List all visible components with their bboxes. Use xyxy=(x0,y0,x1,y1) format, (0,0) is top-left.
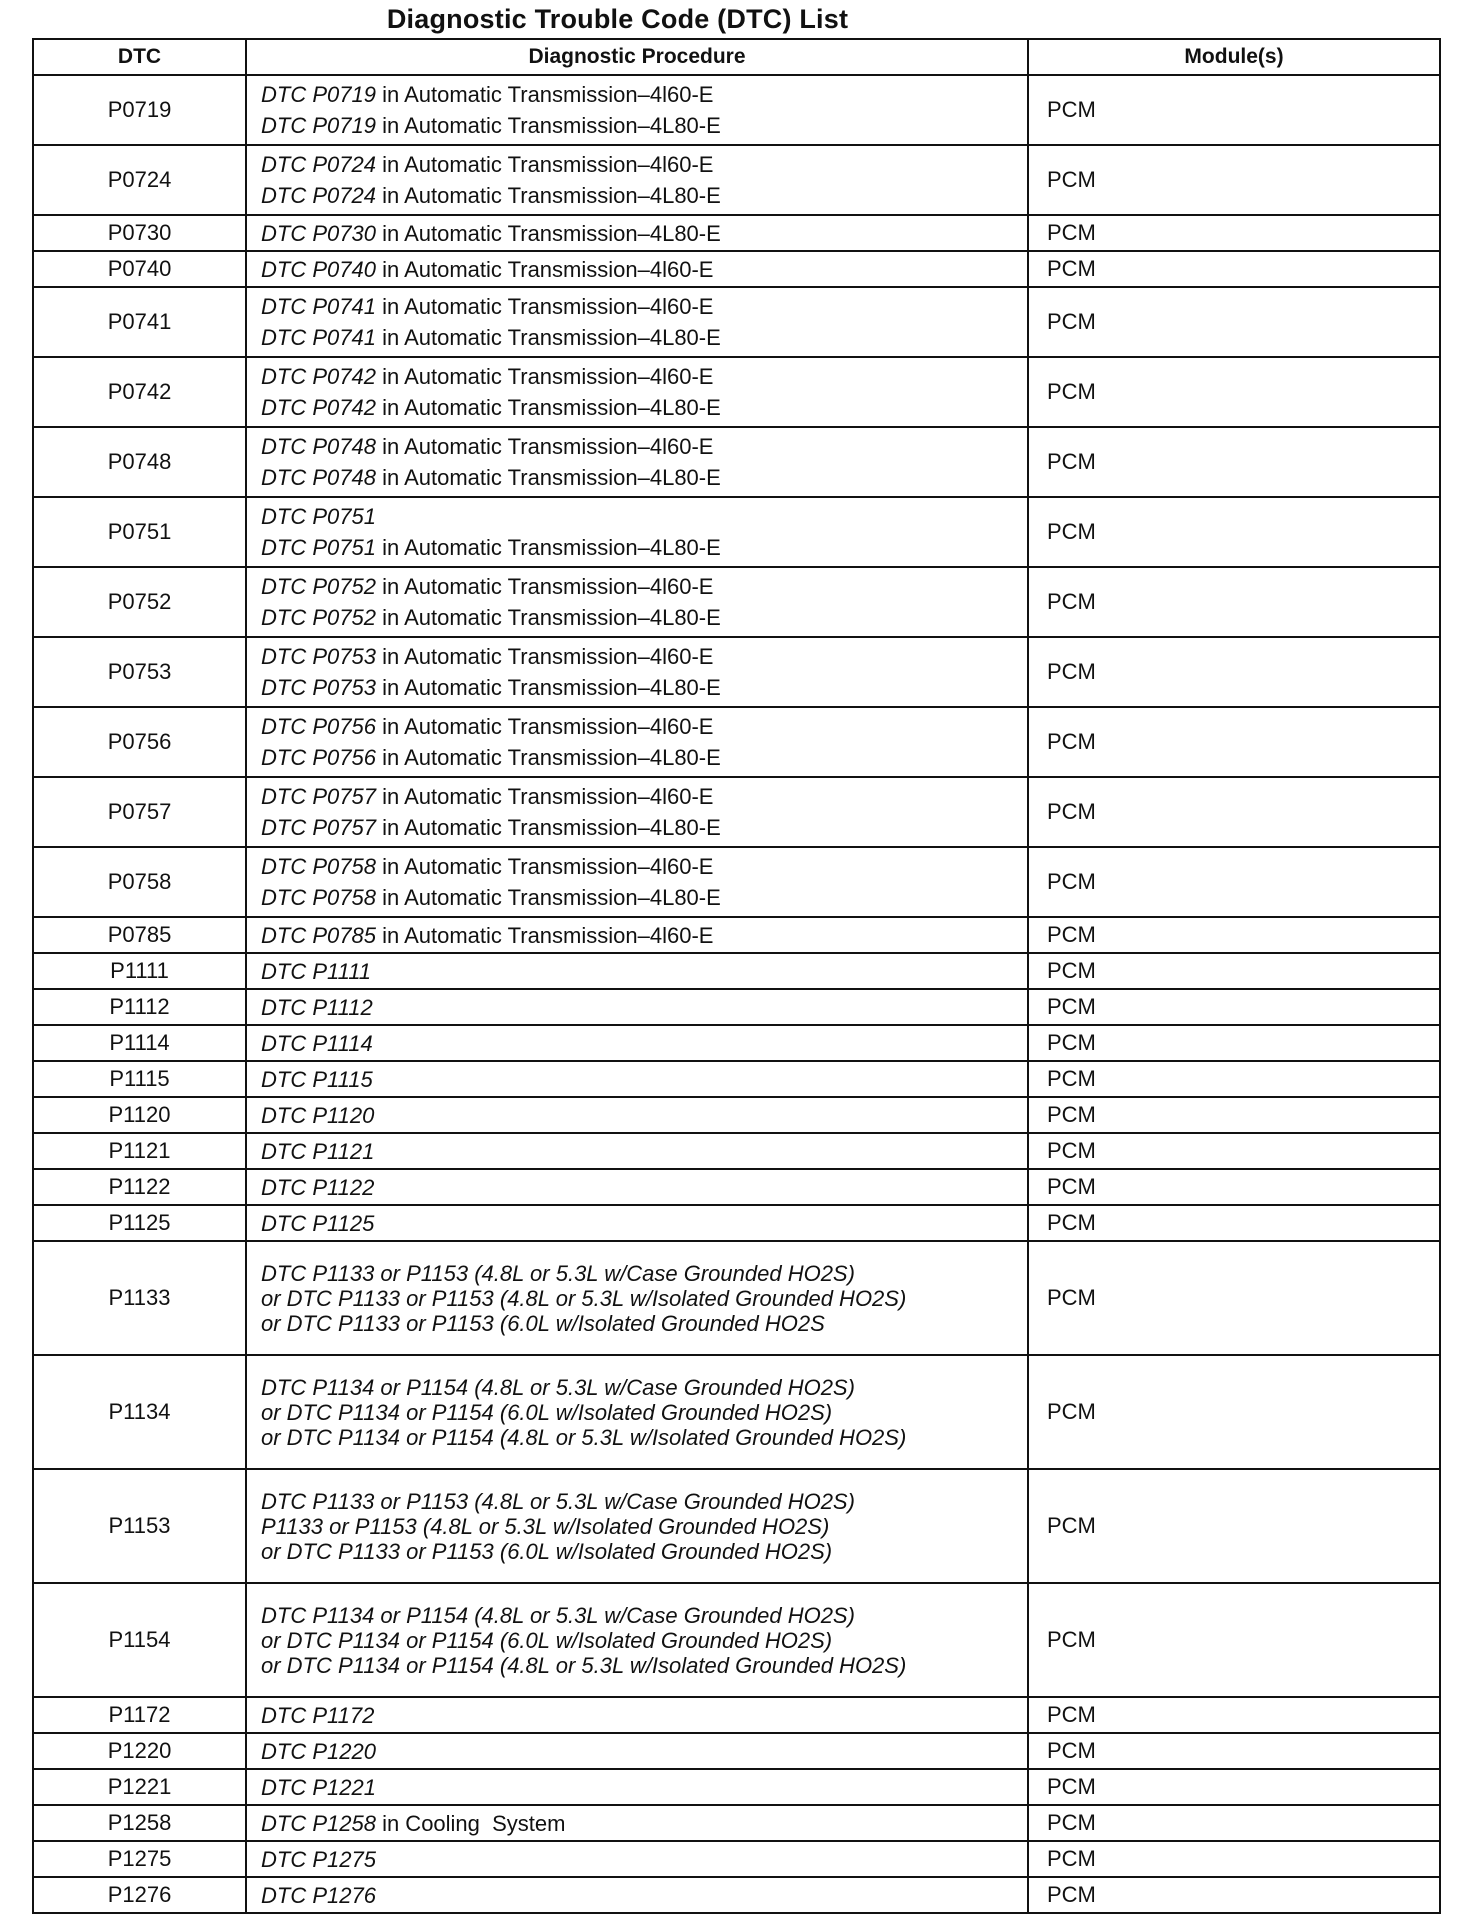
procedure-line xyxy=(261,1489,1027,1514)
module-name: PCM xyxy=(1028,145,1440,215)
procedure-reference-link[interactable]: DTC P0753 xyxy=(261,644,376,669)
procedure-line xyxy=(261,851,1027,882)
diagnostic-procedure xyxy=(246,953,1028,989)
module-name: PCM xyxy=(1028,1769,1440,1805)
procedure-reference-link[interactable]: DTC P0757 xyxy=(261,815,376,840)
procedure-line xyxy=(261,1844,1027,1875)
diagnostic-procedure xyxy=(246,777,1028,847)
diagnostic-procedure xyxy=(246,1025,1028,1061)
diagnostic-procedure xyxy=(246,497,1028,567)
procedure-context: in Automatic Transmission–4l60-E xyxy=(375,714,714,739)
dtc-code: P0752 xyxy=(33,567,246,637)
procedure-line xyxy=(261,1375,1027,1400)
header-dtc: DTC xyxy=(33,39,246,75)
table-row xyxy=(33,989,1440,1025)
table-row xyxy=(33,1133,1440,1169)
module-name: PCM xyxy=(1028,1061,1440,1097)
procedure-line xyxy=(261,1514,1027,1539)
diagnostic-procedure xyxy=(246,357,1028,427)
procedure-context: in Automatic Transmission–4L80-E xyxy=(375,465,721,490)
procedure-reference-link[interactable]: DTC P1112 xyxy=(261,994,373,1020)
procedure-line xyxy=(261,462,1027,493)
procedure-reference-link[interactable]: DTC P0724 xyxy=(261,183,376,208)
procedure-reference-link[interactable]: DTC P1133 or P1153 (4.8L or 5.3L w/Case Grounded HO2S) xyxy=(261,1260,855,1286)
procedure-line xyxy=(261,1261,1027,1286)
procedure-line xyxy=(261,920,1027,951)
procedure-context: in Automatic Transmission–4L80-E xyxy=(375,183,721,208)
procedure-reference-link[interactable]: DTC P0758 xyxy=(261,885,376,910)
dtc-code: P1221 xyxy=(33,1769,246,1805)
procedure-line xyxy=(261,571,1027,602)
dtc-code: P1121 xyxy=(33,1133,246,1169)
procedure-reference-link[interactable]: DTC P0757 xyxy=(261,784,376,809)
diagnostic-procedure xyxy=(246,637,1028,707)
table-row xyxy=(33,847,1440,917)
procedure-context: in Automatic Transmission–4l60-E xyxy=(375,294,714,319)
procedure-reference-link[interactable]: DTC P0740 xyxy=(261,256,376,282)
dtc-code: P1172 xyxy=(33,1697,246,1733)
diagnostic-procedure xyxy=(246,707,1028,777)
procedure-line xyxy=(261,254,1027,285)
procedure-line xyxy=(261,361,1027,392)
module-name: PCM xyxy=(1028,1169,1440,1205)
diagnostic-procedure xyxy=(246,1769,1028,1805)
module-name: PCM xyxy=(1028,1877,1440,1913)
procedure-reference-link[interactable]: or DTC P1133 or P1153 (4.8L or 5.3L w/Isolated Grounded HO2S) xyxy=(261,1285,907,1311)
procedure-context: in Automatic Transmission–4l60-E xyxy=(375,574,714,599)
procedure-line xyxy=(261,149,1027,180)
dtc-code: P0724 xyxy=(33,145,246,215)
dtc-code: P1220 xyxy=(33,1733,246,1769)
table-row xyxy=(33,1355,1440,1469)
dtc-code: P0742 xyxy=(33,357,246,427)
module-name: PCM xyxy=(1028,707,1440,777)
module-name: PCM xyxy=(1028,777,1440,847)
dtc-code: P1120 xyxy=(33,1097,246,1133)
procedure-line xyxy=(261,1286,1027,1311)
procedure-reference-link[interactable]: DTC P1120 xyxy=(261,1102,375,1128)
diagnostic-procedure xyxy=(246,917,1028,953)
procedure-line xyxy=(261,1100,1027,1131)
dtc-code: P0757 xyxy=(33,777,246,847)
table-row xyxy=(33,145,1440,215)
procedure-context: in Automatic Transmission–4l60-E xyxy=(375,922,714,948)
dtc-code: P0756 xyxy=(33,707,246,777)
dtc-table xyxy=(32,38,1441,1914)
procedure-line xyxy=(261,812,1027,843)
procedure-context: in Automatic Transmission–4l60-E xyxy=(375,256,714,282)
module-name: PCM xyxy=(1028,989,1440,1025)
table-row xyxy=(33,637,1440,707)
table-row xyxy=(33,427,1440,497)
module-name: PCM xyxy=(1028,1241,1440,1355)
dtc-code: P0785 xyxy=(33,917,246,953)
procedure-reference-link[interactable]: DTC P0724 xyxy=(261,152,376,177)
diagnostic-procedure xyxy=(246,427,1028,497)
procedure-line xyxy=(261,110,1027,141)
procedure-context: in Automatic Transmission–4l60-E xyxy=(375,644,714,669)
procedure-reference-link[interactable]: DTC P0752 xyxy=(261,574,376,599)
dtc-code: P1111 xyxy=(33,953,246,989)
table-row xyxy=(33,1169,1440,1205)
procedure-context: in Automatic Transmission–4l60-E xyxy=(375,364,714,389)
module-name: PCM xyxy=(1028,847,1440,917)
procedure-line xyxy=(261,672,1027,703)
module-name: PCM xyxy=(1028,1733,1440,1769)
procedure-reference-link[interactable]: DTC P0751 xyxy=(261,535,376,560)
table-row xyxy=(33,917,1440,953)
procedure-context: in Automatic Transmission–4L80-E xyxy=(375,605,721,630)
procedure-reference-link[interactable]: DTC P0748 xyxy=(261,465,376,490)
diagnostic-procedure xyxy=(246,251,1028,287)
procedure-line xyxy=(261,431,1027,462)
table-row xyxy=(33,251,1440,287)
diagnostic-procedure xyxy=(246,1133,1028,1169)
header-procedure: Diagnostic Procedure xyxy=(246,39,1028,75)
procedure-line xyxy=(261,218,1027,249)
dtc-code: P0753 xyxy=(33,637,246,707)
procedure-line xyxy=(261,1539,1027,1564)
dtc-code: P1134 xyxy=(33,1355,246,1469)
procedure-line xyxy=(261,1603,1027,1628)
module-name: PCM xyxy=(1028,1205,1440,1241)
procedure-context: in Automatic Transmission–4L80-E xyxy=(375,535,721,560)
procedure-reference-link[interactable]: or DTC P1134 or P1154 (6.0L w/Isolated Grounded HO2S) xyxy=(261,1399,833,1425)
dtc-code: P1133 xyxy=(33,1241,246,1355)
module-name: PCM xyxy=(1028,1469,1440,1583)
module-name: PCM xyxy=(1028,567,1440,637)
procedure-line xyxy=(261,1653,1027,1678)
table-row xyxy=(33,1769,1440,1805)
table-row xyxy=(33,1061,1440,1097)
procedure-context: in Automatic Transmission–4l60-E xyxy=(375,784,714,809)
procedure-reference-link[interactable]: DTC P0752 xyxy=(261,605,376,630)
diagnostic-procedure xyxy=(246,75,1028,145)
procedure-line xyxy=(261,180,1027,211)
procedure-line xyxy=(261,291,1027,322)
procedure-reference-link[interactable]: DTC P1258 xyxy=(261,1810,376,1836)
module-name: PCM xyxy=(1028,75,1440,145)
diagnostic-procedure xyxy=(246,1805,1028,1841)
procedure-line xyxy=(261,501,1027,532)
procedure-context: in Automatic Transmission–4L80-E xyxy=(375,885,721,910)
procedure-line xyxy=(261,711,1027,742)
procedure-line xyxy=(261,532,1027,563)
table-row xyxy=(33,953,1440,989)
procedure-reference-link[interactable]: DTC P1221 xyxy=(261,1774,376,1800)
procedure-line xyxy=(261,1736,1027,1767)
procedure-reference-link[interactable]: DTC P0741 xyxy=(261,325,376,350)
procedure-line xyxy=(261,1064,1027,1095)
procedure-reference-link[interactable]: DTC P1133 or P1153 (4.8L or 5.3L w/Case Grounded HO2S) xyxy=(261,1488,855,1514)
module-name: PCM xyxy=(1028,953,1440,989)
procedure-reference-link[interactable]: DTC P0753 xyxy=(261,675,376,700)
procedure-line xyxy=(261,1172,1027,1203)
dtc-code: P1153 xyxy=(33,1469,246,1583)
module-name: PCM xyxy=(1028,251,1440,287)
diagnostic-procedure xyxy=(246,1061,1028,1097)
procedure-context: in Automatic Transmission–4L80-E xyxy=(375,113,721,138)
module-name: PCM xyxy=(1028,1025,1440,1061)
dtc-code: P1275 xyxy=(33,1841,246,1877)
procedure-reference-link[interactable]: DTC P0719 xyxy=(261,113,376,138)
module-name: PCM xyxy=(1028,427,1440,497)
dtc-code: P1125 xyxy=(33,1205,246,1241)
procedure-line xyxy=(261,1700,1027,1731)
module-name: PCM xyxy=(1028,497,1440,567)
procedure-line xyxy=(261,641,1027,672)
procedure-reference-link[interactable]: DTC P1220 xyxy=(261,1738,376,1764)
module-name: PCM xyxy=(1028,1841,1440,1877)
table-row xyxy=(33,1025,1440,1061)
procedure-line xyxy=(261,602,1027,633)
procedure-reference-link[interactable]: or DTC P1134 or P1154 (4.8L or 5.3L w/Isolated Grounded HO2S) xyxy=(261,1652,907,1678)
procedure-reference-link[interactable]: DTC P0758 xyxy=(261,854,376,879)
procedure-line xyxy=(261,1628,1027,1653)
procedure-line xyxy=(261,79,1027,110)
module-name: PCM xyxy=(1028,917,1440,953)
procedure-reference-link[interactable]: DTC P1172 xyxy=(261,1702,375,1728)
module-name: PCM xyxy=(1028,1133,1440,1169)
procedure-line xyxy=(261,322,1027,353)
page-title: Diagnostic Trouble Code (DTC) List xyxy=(386,4,849,34)
procedure-reference-link[interactable]: DTC P1276 xyxy=(261,1882,376,1908)
table-row xyxy=(33,1583,1440,1697)
procedure-context: in Automatic Transmission–4l60-E xyxy=(375,152,714,177)
procedure-context: in Cooling System xyxy=(375,1810,566,1836)
module-name: PCM xyxy=(1028,637,1440,707)
procedure-reference-link[interactable]: DTC P1275 xyxy=(261,1846,376,1872)
dtc-code: P0748 xyxy=(33,427,246,497)
diagnostic-procedure xyxy=(246,1697,1028,1733)
diagnostic-procedure xyxy=(246,1877,1028,1913)
table-row xyxy=(33,75,1440,145)
procedure-line xyxy=(261,1400,1027,1425)
dtc-code: P0751 xyxy=(33,497,246,567)
diagnostic-procedure xyxy=(246,1205,1028,1241)
diagnostic-procedure xyxy=(246,1583,1028,1697)
diagnostic-procedure xyxy=(246,1733,1028,1769)
module-name: PCM xyxy=(1028,1697,1440,1733)
diagnostic-procedure xyxy=(246,1097,1028,1133)
procedure-reference-link[interactable]: or DTC P1133 or P1153 (6.0L w/Isolated Grounded HO2S xyxy=(261,1310,825,1336)
diagnostic-procedure xyxy=(246,1169,1028,1205)
procedure-context: in Automatic Transmission–4L80-E xyxy=(375,220,721,246)
diagnostic-procedure xyxy=(246,287,1028,357)
procedure-line xyxy=(261,882,1027,913)
procedure-line xyxy=(261,742,1027,773)
procedure-reference-link[interactable]: or DTC P1133 or P1153 (6.0L w/Isolated Grounded HO2S) xyxy=(261,1538,833,1564)
procedure-line xyxy=(261,1772,1027,1803)
procedure-context: in Automatic Transmission–4L80-E xyxy=(375,815,721,840)
diagnostic-procedure xyxy=(246,989,1028,1025)
header-modules: Module(s) xyxy=(1028,39,1440,75)
dtc-code: P1154 xyxy=(33,1583,246,1697)
diagnostic-procedure xyxy=(246,1841,1028,1877)
table-row xyxy=(33,1841,1440,1877)
procedure-line xyxy=(261,956,1027,987)
table-row xyxy=(33,1805,1440,1841)
table-row xyxy=(33,1733,1440,1769)
procedure-reference-link[interactable]: DTC P0748 xyxy=(261,434,376,459)
table-row xyxy=(33,567,1440,637)
procedure-reference-link[interactable]: DTC P0741 xyxy=(261,294,376,319)
procedure-line xyxy=(261,1028,1027,1059)
dtc-code: P1112 xyxy=(33,989,246,1025)
procedure-line xyxy=(261,1808,1027,1839)
procedure-reference-link[interactable]: DTC P1111 xyxy=(261,958,372,984)
procedure-reference-link[interactable]: DTC P1114 xyxy=(261,1030,373,1056)
procedure-reference-link[interactable]: or DTC P1134 or P1154 (6.0L w/Isolated Grounded HO2S) xyxy=(261,1627,833,1653)
procedure-reference-link[interactable]: DTC P1115 xyxy=(261,1066,373,1092)
diagnostic-procedure xyxy=(246,145,1028,215)
diagnostic-procedure xyxy=(246,847,1028,917)
procedure-reference-link[interactable]: P1133 or P1153 (4.8L or 5.3L w/Isolated Grounded HO2S) xyxy=(261,1513,830,1539)
procedure-line xyxy=(261,1208,1027,1239)
module-name: PCM xyxy=(1028,1355,1440,1469)
table-row xyxy=(33,1097,1440,1133)
procedure-reference-link[interactable]: DTC P0742 xyxy=(261,364,376,389)
table-row xyxy=(33,215,1440,251)
dtc-code: P1114 xyxy=(33,1025,246,1061)
procedure-reference-link[interactable]: DTC P1134 or P1154 (4.8L or 5.3L w/Case Grounded HO2S) xyxy=(261,1602,855,1628)
procedure-reference-link[interactable]: DTC P0719 xyxy=(261,82,376,107)
dtc-code: P1258 xyxy=(33,1805,246,1841)
diagnostic-procedure xyxy=(246,1355,1028,1469)
dtc-code: P1115 xyxy=(33,1061,246,1097)
dtc-code: P0719 xyxy=(33,75,246,145)
procedure-reference-link[interactable]: DTC P1134 or P1154 (4.8L or 5.3L w/Case Grounded HO2S) xyxy=(261,1374,855,1400)
table-row xyxy=(33,497,1440,567)
dtc-code: P0758 xyxy=(33,847,246,917)
diagnostic-procedure xyxy=(246,215,1028,251)
procedure-line xyxy=(261,392,1027,423)
table-row xyxy=(33,1241,1440,1355)
dtc-code: P0730 xyxy=(33,215,246,251)
table-row xyxy=(33,1469,1440,1583)
module-name: PCM xyxy=(1028,287,1440,357)
module-name: PCM xyxy=(1028,215,1440,251)
diagnostic-procedure xyxy=(246,567,1028,637)
module-name: PCM xyxy=(1028,1805,1440,1841)
table-row xyxy=(33,287,1440,357)
procedure-line xyxy=(261,992,1027,1023)
table-header-row xyxy=(33,39,1440,75)
procedure-line xyxy=(261,781,1027,812)
procedure-reference-link[interactable]: DTC P0730 xyxy=(261,220,376,246)
procedure-reference-link[interactable]: DTC P0756 xyxy=(261,745,376,770)
procedure-reference-link[interactable]: DTC P1125 xyxy=(261,1210,375,1236)
module-name: PCM xyxy=(1028,1583,1440,1697)
table-row xyxy=(33,1697,1440,1733)
table-row xyxy=(33,357,1440,427)
procedure-reference-link[interactable]: DTC P0756 xyxy=(261,714,376,739)
table-row xyxy=(33,1205,1440,1241)
diagnostic-procedure xyxy=(246,1241,1028,1355)
procedure-line xyxy=(261,1311,1027,1336)
procedure-reference-link[interactable]: DTC P1122 xyxy=(261,1174,375,1200)
table-body xyxy=(33,75,1440,1913)
diagnostic-procedure xyxy=(246,1469,1028,1583)
procedure-reference-link[interactable]: DTC P1121 xyxy=(261,1138,375,1164)
procedure-line xyxy=(261,1880,1027,1911)
procedure-reference-link[interactable]: or DTC P1134 or P1154 (4.8L or 5.3L w/Isolated Grounded HO2S) xyxy=(261,1424,907,1450)
procedure-reference-link[interactable]: DTC P0785 xyxy=(261,922,376,948)
dtc-code: P1276 xyxy=(33,1877,246,1913)
procedure-context: in Automatic Transmission–4L80-E xyxy=(375,325,721,350)
procedure-reference-link[interactable]: DTC P0751 xyxy=(261,504,376,529)
module-name: PCM xyxy=(1028,357,1440,427)
procedure-context: in Automatic Transmission–4L80-E xyxy=(375,675,721,700)
procedure-context: in Automatic Transmission–4l60-E xyxy=(375,854,714,879)
table-row xyxy=(33,707,1440,777)
dtc-code: P1122 xyxy=(33,1169,246,1205)
procedure-context: in Automatic Transmission–4L80-E xyxy=(375,395,721,420)
dtc-code: P0741 xyxy=(33,287,246,357)
procedure-line xyxy=(261,1425,1027,1450)
dtc-code: P0740 xyxy=(33,251,246,287)
procedure-context: in Automatic Transmission–4L80-E xyxy=(375,745,721,770)
table-row xyxy=(33,777,1440,847)
table-row xyxy=(33,1877,1440,1913)
procedure-reference-link[interactable]: DTC P0742 xyxy=(261,395,376,420)
module-name: PCM xyxy=(1028,1097,1440,1133)
procedure-context: in Automatic Transmission–4l60-E xyxy=(375,82,714,107)
procedure-line xyxy=(261,1136,1027,1167)
procedure-context: in Automatic Transmission–4l60-E xyxy=(375,434,714,459)
